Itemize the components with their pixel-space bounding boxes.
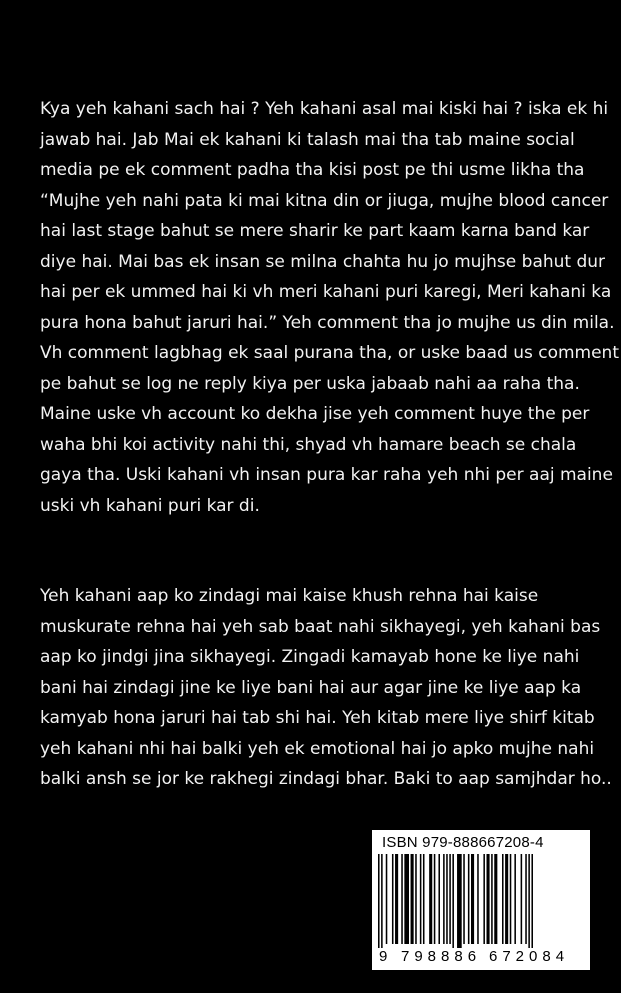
barcode-bar — [521, 854, 523, 944]
barcode-bar — [449, 854, 451, 944]
barcode-bar — [505, 854, 508, 944]
barcode-bar — [415, 854, 417, 944]
barcode-bar — [502, 854, 504, 944]
barcode-bar — [494, 854, 497, 944]
paragraph-line: hai last stage bahut se mere sharir ke part kaam karna band kar — [40, 221, 590, 241]
barcode-digits-right: 672084 — [489, 948, 570, 965]
paragraph-line: pe bahut se log ne reply kiya per uska jabaab nahi aa raha tha. — [40, 373, 580, 394]
paragraph-line: aap ko jindgi jina sikhayegi. Zingadi kamayab hone ke liye nahi — [40, 647, 580, 667]
barcode-bar — [487, 854, 490, 944]
barcode-bar — [443, 854, 445, 944]
barcode-bar — [438, 854, 440, 944]
barcode-bar — [404, 854, 409, 944]
paragraph-line: waha bhi koi activity nahi thi, shyad vh hamare beach se chala — [40, 434, 577, 455]
barcode-bar — [452, 854, 454, 952]
paragraph-line: jawab hai. Jab Mai ek kahani ki talash mai tha tab maine social — [40, 129, 575, 150]
barcode-bar — [468, 854, 470, 944]
barcode-bar — [420, 854, 422, 944]
paragraph-line: Maine uske vh account ko dekha jise yeh comment huye the per — [40, 404, 590, 424]
paragraph-line: muskurate rehna hai yeh sab baat nahi sikhayegi, yeh kahani bas — [40, 616, 601, 637]
back-cover-paragraph-1 — [40, 94, 619, 521]
paragraph-line: Kya yeh kahani sach hai ? Yeh kahani asal mai kiski hai ? iska ek hi — [40, 99, 609, 119]
paragraph-line: uski vh kahani puri kar di. — [40, 495, 260, 516]
barcode-bar — [429, 854, 432, 944]
barcode-bar — [381, 854, 383, 952]
barcode-bar — [378, 854, 380, 952]
barcode-bar — [457, 854, 462, 952]
barcode-bar — [434, 854, 436, 944]
barcode-bar — [392, 854, 394, 944]
barcode-bar — [423, 854, 425, 944]
barcode-bar — [446, 854, 448, 944]
barcode-bar — [528, 854, 530, 952]
barcode-bar — [395, 854, 398, 944]
paragraph-line: kamyab hona jaruri hai tab shi hai. Yeh kitab mere liye shirf kitab — [40, 708, 595, 728]
barcode-bar — [477, 854, 479, 944]
isbn-label: ISBN 979-888667208-4 — [382, 834, 544, 851]
paragraph-line: yeh kahani nhi hai balki yeh ek emotional hai jo apko mujhe nahi — [40, 738, 595, 759]
paragraph-line: diye hai. Mai bas ek insan se milna chahta hu jo mujhse bahut dur — [40, 251, 606, 272]
paragraph-line: “Mujhe yeh nahi pata ki mai kitna din or jiuga, mujhe blood cancer — [40, 190, 609, 211]
barcode-bar — [401, 854, 403, 944]
isbn-barcode — [372, 830, 590, 970]
barcode-digits-left: 798886 — [401, 948, 482, 965]
barcode-bar — [510, 854, 512, 944]
barcode-bar — [525, 854, 527, 944]
paragraph-line: gaya tha. Uski kahani vh insan pura kar raha yeh nhi per aaj maine — [40, 465, 613, 485]
paragraph-line: media pe ek comment padha tha kisi post pe thi usme likha tha — [40, 160, 585, 180]
barcode-digit-prefix: 9 — [379, 948, 388, 965]
paragraph-line: hai per ek ummed hai ki vh meri kahani puri karegi, Meri kahani ka — [40, 282, 612, 302]
barcode-bar — [514, 854, 516, 944]
barcode-bar — [471, 854, 474, 944]
barcode-bars — [378, 854, 584, 952]
back-cover-paragraph-2 — [40, 581, 612, 795]
paragraph-line: pura hona bahut jaruri hai.” Yeh comment tha jo mujhe us din mila. — [40, 312, 615, 333]
barcode-bar — [483, 854, 485, 944]
barcode-bar — [411, 854, 414, 944]
barcode-bar — [463, 854, 465, 944]
paragraph-line: bani hai zindagi jine ke liye bani hai aur agar jine ke liye aap ka — [40, 677, 582, 698]
barcode-bar — [491, 854, 493, 944]
paragraph-line: Yeh kahani aap ko zindagi mai kaise khush rehna hai kaise — [40, 586, 539, 606]
barcode-bar — [386, 854, 388, 944]
paragraph-line: balki ansh se jor ke rakhegi zindagi bhar. Baki to aap samjhdar ho.. — [40, 769, 612, 789]
barcode-digits — [372, 948, 590, 968]
paragraph-line: Vh comment lagbhag ek saal purana tha, or uske baad us comment — [40, 343, 619, 363]
barcode-bar — [531, 854, 533, 952]
